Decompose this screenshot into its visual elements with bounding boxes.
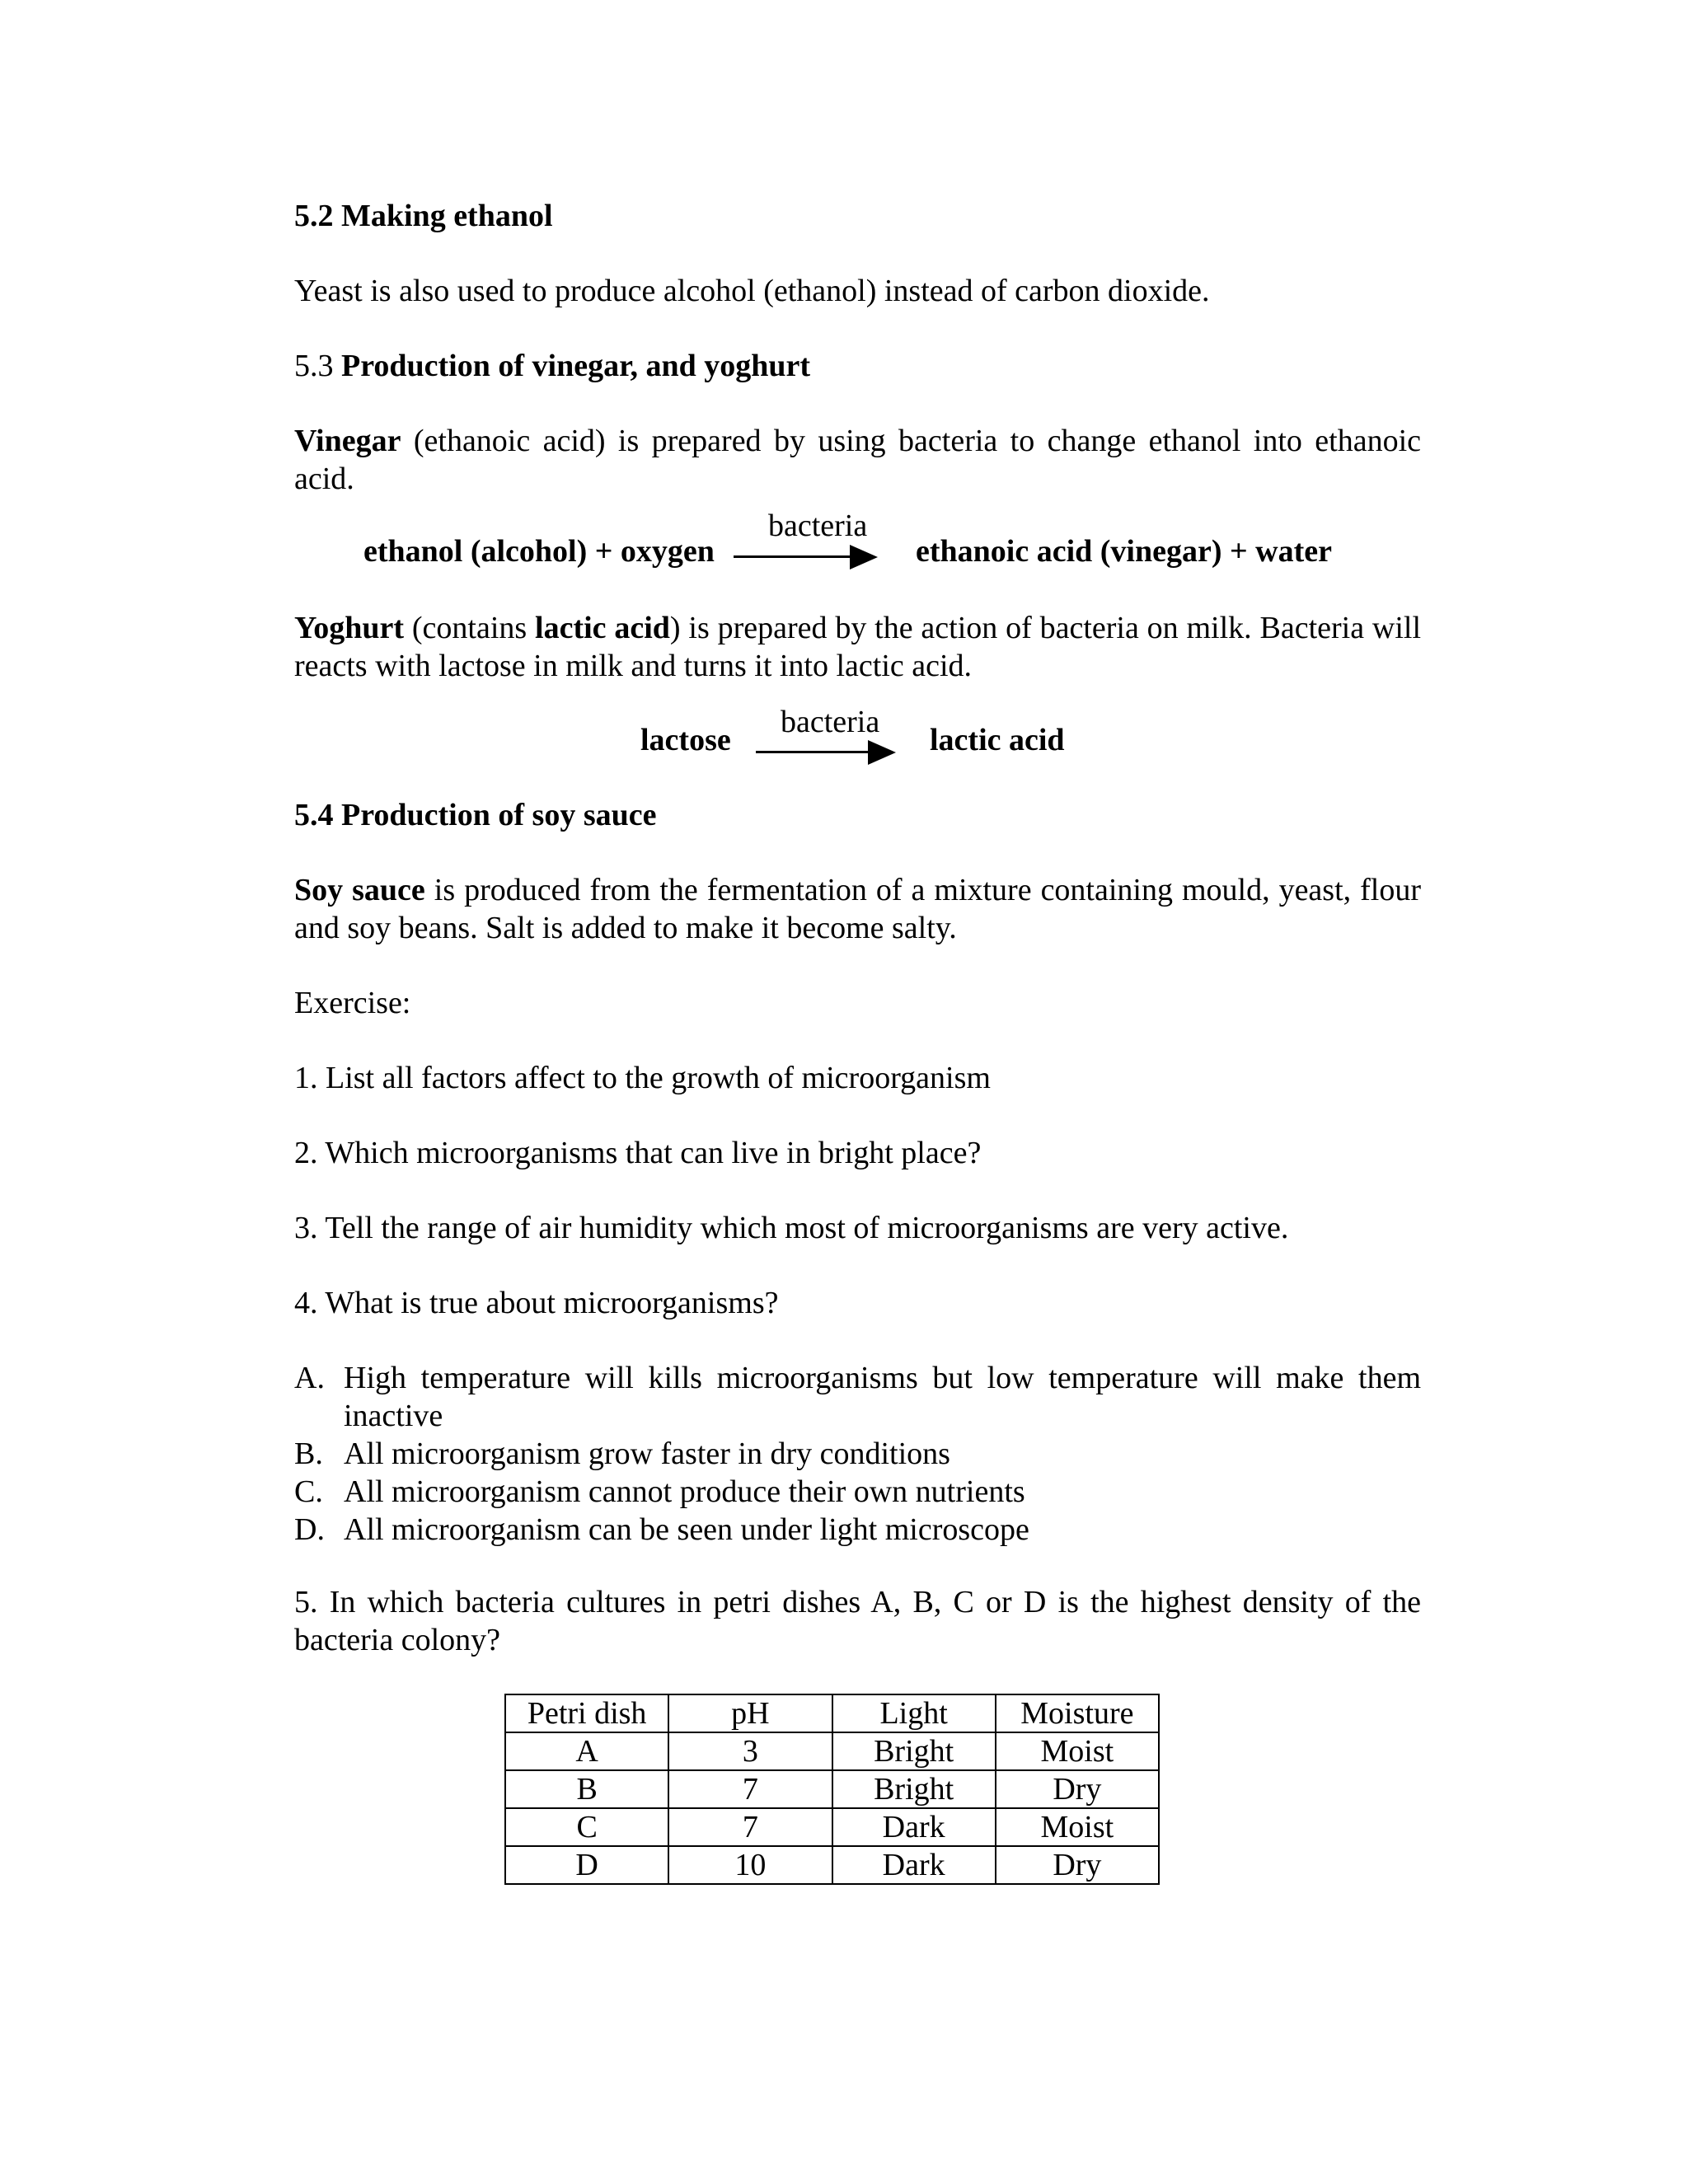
petri-dish-table <box>504 1694 1160 1885</box>
table-header-cell: pH <box>668 1694 832 1732</box>
yoghurt-paragraph: Yoghurt (contains lactic acid) is prepared by the action of bacteria on milk. Bacteria will reacts with lactose in milk and turns it into lactic acid. <box>294 611 1422 683</box>
equation-catalyst-label: bacteria <box>768 509 868 543</box>
section-5-2-heading: 5.2 Making ethanol <box>294 199 553 233</box>
reaction-arrow-icon <box>756 740 896 765</box>
section-5-4-heading: 5.4 Production of soy sauce <box>294 798 657 832</box>
table-cell: Moist <box>996 1808 1159 1846</box>
reaction-arrow-icon <box>734 545 878 569</box>
vinegar-paragraph: Vinegar (ethanoic acid) is prepared by using bacteria to change ethanol into ethanoic acid. <box>294 424 1422 496</box>
table-row <box>505 1770 1159 1808</box>
table-row <box>505 1732 1159 1770</box>
table-header-cell: Petri dish <box>505 1694 668 1732</box>
table-cell: 7 <box>668 1808 832 1846</box>
equation-product: lactic acid <box>930 723 1065 757</box>
table-cell: Moist <box>996 1732 1159 1770</box>
soy-sauce-paragraph: Soy sauce is produced from the fermentation of a mixture containing mould, yeast, flour and soy beans. Salt is added to make it become salty. <box>294 873 1422 945</box>
equation-reactant: lactose <box>640 723 731 757</box>
table-cell: Dark <box>832 1808 996 1846</box>
section-5-2-text: Yeast is also used to produce alcohol (ethanol) instead of carbon dioxide. <box>294 274 1210 308</box>
question-1: 1. List all factors affect to the growth of microorganism <box>294 1061 991 1095</box>
option-a: A. High temperature will kills microorganisms but low temperature will make them inactive <box>294 1361 1421 1433</box>
table-cell: Dry <box>996 1846 1159 1884</box>
table-row <box>505 1846 1159 1884</box>
table-cell: Bright <box>832 1732 996 1770</box>
question-3: 3. Tell the range of air humidity which most of microorganisms are very active. <box>294 1211 1289 1245</box>
option-b: B. All microorganism grow faster in dry conditions <box>294 1436 950 1471</box>
table-cell: Dry <box>996 1770 1159 1808</box>
table-cell: Dark <box>832 1846 996 1884</box>
question-4: 4. What is true about microorganisms? <box>294 1286 779 1320</box>
table-cell: C <box>505 1808 668 1846</box>
table-row <box>505 1808 1159 1846</box>
equation-catalyst-label: bacteria <box>781 705 880 739</box>
table-cell: 10 <box>668 1846 832 1884</box>
table-cell: A <box>505 1732 668 1770</box>
question-2: 2. Which microorganisms that can live in bright place? <box>294 1136 982 1170</box>
option-d: D. All microorganism can be seen under light microscope <box>294 1512 1029 1547</box>
equation-reactants: ethanol (alcohol) + oxygen <box>363 534 715 569</box>
table-cell: 3 <box>668 1732 832 1770</box>
table-cell: D <box>505 1846 668 1884</box>
table-cell: 7 <box>668 1770 832 1808</box>
table-header-cell: Light <box>832 1694 996 1732</box>
section-5-3-heading: 5.3 Production of vinegar, and yoghurt <box>294 349 811 383</box>
equation-products: ethanoic acid (vinegar) + water <box>916 534 1332 569</box>
table-cell: Bright <box>832 1770 996 1808</box>
exercise-label: Exercise: <box>294 986 411 1020</box>
table-header-cell: Moisture <box>996 1694 1159 1732</box>
table-cell: B <box>505 1770 668 1808</box>
question-4-options <box>294 1359 1421 1549</box>
table-header-row <box>505 1694 1159 1732</box>
question-5: 5. In which bacteria cultures in petri dishes A, B, C or D is the highest density of the bacteria colony? <box>294 1585 1421 1657</box>
option-c: C. All microorganism cannot produce their own nutrients <box>294 1474 1025 1509</box>
